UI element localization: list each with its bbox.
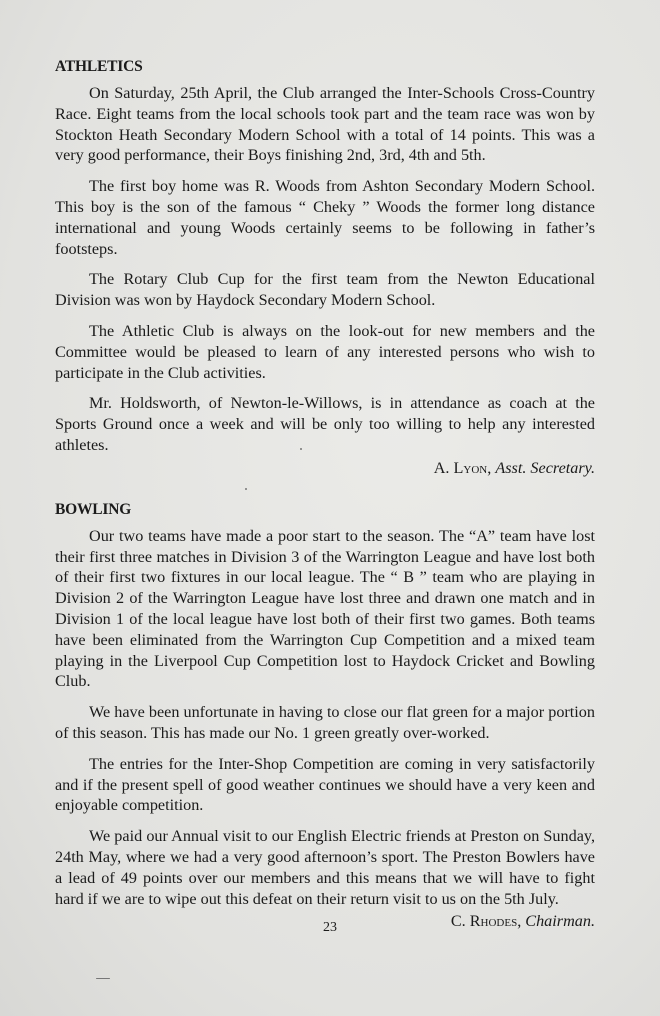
signature: A. Lyon, Asst. Secretary. [433, 458, 595, 477]
page-content [55, 57, 595, 931]
section-heading: ATHLETICS [55, 58, 143, 75]
page-number: 23 [323, 920, 337, 935]
bowling-section [55, 500, 595, 932]
paragraph: Mr. Holdsworth, of Newton-le-Willows, is in attendance as coach at the Sports Ground once a week and will be only too willing to help any interested athletes. [55, 394, 595, 454]
paragraph: We paid our Annual visit to our English Electric friends at Preston on Sunday, 24th May, where we had a very good afternoon’s sport. The Preston Bowlers have a lead of 49 points over our members and this means that we will have to fight hard if we are to wipe out this defeat on their return visit to us on the 5th July. [55, 827, 595, 908]
section-heading: BOWLING [55, 500, 132, 518]
print-speck [300, 448, 302, 450]
paragraph: We have been unfortunate in having to close our flat green for a major portion of this season. This has made our No. 1 green greatly over-worked. [55, 703, 595, 742]
paragraph: The Athletic Club is always on the look-out for new members and the Committee would be pleased to learn of any interested persons who wish to participate in the Club activities. [55, 321, 595, 382]
signature-name: C. Rhodes [450, 912, 518, 931]
print-speck [245, 488, 247, 490]
signature: C. Rhodes, Chairman. [450, 912, 595, 931]
paragraph: On Saturday, 25th April, the Club arranged the Inter-Schools Cross-Country Race. Eight teams from the local schools took part and the team race was won by Stockton Heath Secondary Modern School with a total of 14 points. This was a very good performance, their Boys finishing 2nd, 3rd, 4th and 5th. [55, 84, 595, 165]
paragraph: The Rotary Club Cup for the first team from the Newton Educational Division was won by Haydock Secondary Modern School. [55, 270, 595, 310]
signature-name: A. Lyon [433, 458, 488, 477]
print-speck [96, 978, 110, 979]
paragraph: The entries for the Inter-Shop Competition are coming in very satisfactorily and if the present spell of good weather continues we should have a very keen and enjoyable competition. [55, 754, 595, 815]
section-divider [55, 478, 595, 500]
paragraph: Our two teams have made a poor start to the season. The “A” team have lost their first three matches in Division 3 of the Warrington League and have lost both of their first two fixtures in our local league. The “ B ” team who are playing in Division 2 of the Warrington League have lost three and drawn one match and in Division 1 of the local league have lost both of their first two games. Both teams have been eliminated from the Warrington Cup Competition and a mixed team playing in the Liverpool Cup Competition lost to Haydock Cricket and Bowling Club. [55, 526, 595, 691]
signature-title: Asst. Secretary. [495, 458, 595, 477]
signature-title: Chairman. [525, 912, 595, 931]
paragraph: The first boy home was R. Woods from Ashton Secondary Modern School. This boy is the son of the famous “ Cheky ” Woods the former long distance international and young Woods certainly seems to be following in father’s footsteps. [55, 177, 595, 258]
athletics-section [55, 57, 595, 478]
